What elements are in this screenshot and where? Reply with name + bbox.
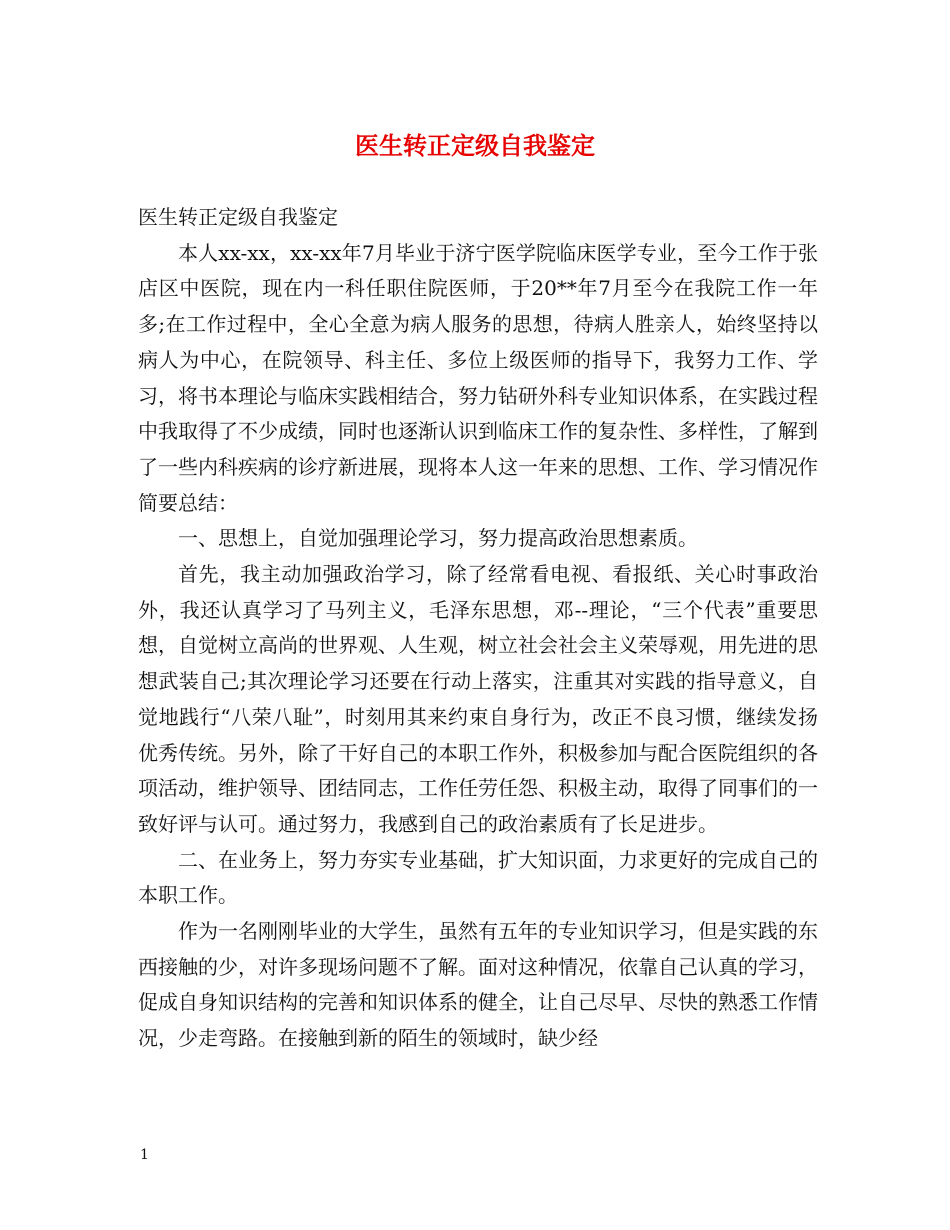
body-heading: 医生转正定级自我鉴定 — [138, 205, 338, 229]
section-heading-thought: 一、思想上，自觉加强理论学习，努力提高政治思想素质。 — [178, 526, 698, 551]
paragraph-thought: 首先，我主动加强政治学习，除了经常看电视、看报纸、关心时事政治外，我还认真学习了马列主义，毛泽东思想，邓--理论，“三个代表”重要思想，自觉树立高尚的世界观、人生观，树立社会社会主义荣辱观，用先进的思想武装自己;其次理论学习还要在行动上落实，注重其对实践的指导意义，自觉地践行“八荣八耻”，时刻用其来约束自身行为，改正不良习惯，继续发扬优秀传统。另外，除了干好自己的本职工作外，积极参加与配合医院组织的各项活动，维护领导、团结同志，工作任劳任怨、积极主动，取得了同事们的一致好评与认可。通过努力，我感到自己的政治素质有了长足进步。 — [138, 562, 818, 836]
paragraph-intro: 本人xx-xx，xx-xx年7月毕业于济宁医学院临床医学专业，至今工作于张店区中医院，现在内一科任职住院医师，于20**年7月至今在我院工作一年多;在工作过程中，全心全意为病人服务的思想，待病人胜亲人，始终坚持以病人为中心，在院领导、科主任、多位上级医师的指导下，我努力工作、学习，将书本理论与临床实践相结合，努力钻研外科专业知识体系，在实践过程中我取得了不少成绩，同时也逐渐认识到临床工作的复杂性、多样性，了解到了一些内科疾病的诊疗新进展，现将本人这一年来的思想、工作、学习情况作简要总结： — [138, 240, 818, 515]
paragraph-business: 作为一名刚刚毕业的大学生，虽然有五年的专业知识学习，但是实践的东西接触的少，对许多现场问题不了解。面对这种情况，依靠自己认真的学习，促成自身知识结构的完善和知识体系的健全，让自己尽早、尽快的熟悉工作情况，少走弯路。在接触到新的陌生的领域时，缺少经 — [138, 919, 818, 1051]
page-number: 1 — [140, 1147, 149, 1163]
section-heading-business: 二、在业务上，努力夯实专业基础，扩大知识面，力求更好的完成自己的本职工作。 — [138, 847, 818, 908]
document-title: 医生转正定级自我鉴定 — [355, 131, 595, 160]
document-body — [138, 200, 818, 1057]
